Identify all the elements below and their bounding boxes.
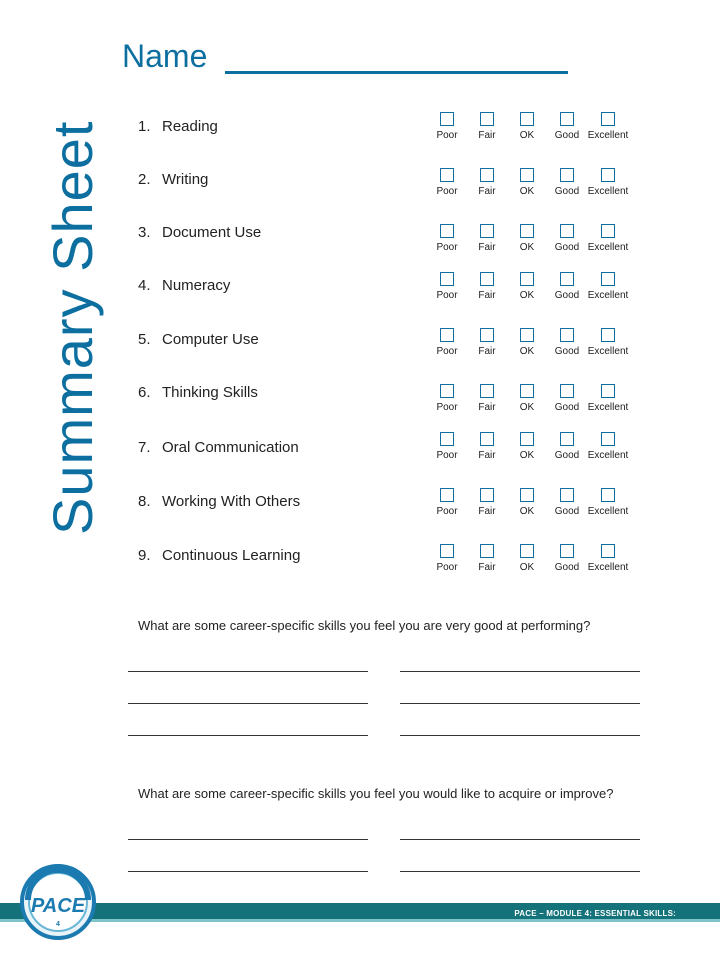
skill-row	[138, 224, 261, 241]
footer-accent-line	[0, 919, 720, 922]
rating-label: Fair	[478, 290, 496, 301]
rating-label: Good	[554, 290, 580, 301]
rating-label: Fair	[478, 562, 496, 573]
rating-label: Poor	[436, 186, 458, 197]
pace-logo-icon	[14, 862, 102, 940]
rating-checkbox[interactable]	[601, 384, 615, 398]
rating-checkbox[interactable]	[480, 544, 494, 558]
rating-label: Excellent	[587, 242, 629, 253]
answer-line[interactable]	[128, 735, 368, 736]
rating-checkbox[interactable]	[601, 432, 615, 446]
logo-module-number: 4	[56, 921, 60, 928]
rating-label: Excellent	[587, 506, 629, 517]
rating-group	[420, 112, 650, 152]
skill-row	[138, 384, 258, 401]
rating-label: Excellent	[587, 402, 629, 413]
rating-label: OK	[519, 450, 535, 461]
rating-checkbox[interactable]	[520, 168, 534, 182]
skill-row	[138, 277, 230, 294]
rating-group	[420, 544, 650, 584]
answer-line[interactable]	[400, 871, 640, 872]
page-title: Summary Sheet	[41, 120, 104, 535]
rating-checkbox[interactable]	[520, 432, 534, 446]
rating-checkbox[interactable]	[520, 488, 534, 502]
rating-group	[420, 384, 650, 424]
skill-row	[138, 171, 208, 188]
rating-label: OK	[519, 402, 535, 413]
rating-checkbox[interactable]	[520, 328, 534, 342]
skill-label: Document Use	[162, 224, 262, 241]
rating-checkbox[interactable]	[440, 168, 454, 182]
rating-option-excellent[interactable]	[581, 328, 635, 357]
rating-option-excellent[interactable]	[581, 272, 635, 301]
rating-label: Good	[554, 346, 580, 357]
rating-label: Good	[554, 450, 580, 461]
rating-label: Fair	[478, 506, 496, 517]
rating-label: Good	[554, 130, 580, 141]
rating-checkbox[interactable]	[440, 328, 454, 342]
answer-line[interactable]	[400, 735, 640, 736]
rating-checkbox[interactable]	[560, 272, 574, 286]
question-improve: What are some career-specific skills you feel you would like to acquire or improve?	[138, 786, 614, 801]
rating-label: Excellent	[587, 346, 629, 357]
skill-number: 1.	[138, 118, 151, 135]
rating-label: Good	[554, 562, 580, 573]
rating-group	[420, 432, 650, 472]
rating-label: OK	[519, 346, 535, 357]
answer-line[interactable]	[128, 671, 368, 672]
rating-label: OK	[519, 506, 535, 517]
rating-label: Poor	[436, 450, 458, 461]
rating-checkbox[interactable]	[601, 112, 615, 126]
answer-line[interactable]	[128, 703, 368, 704]
answer-line[interactable]	[400, 839, 640, 840]
skill-label: Oral Communication	[162, 439, 299, 456]
rating-checkbox[interactable]	[560, 112, 574, 126]
skill-number: 9.	[138, 547, 151, 564]
skill-number: 5.	[138, 331, 151, 348]
name-label: Name	[122, 38, 208, 74]
rating-checkbox[interactable]	[480, 488, 494, 502]
rating-label: OK	[519, 242, 535, 253]
rating-checkbox[interactable]	[601, 488, 615, 502]
rating-checkbox[interactable]	[520, 384, 534, 398]
rating-checkbox[interactable]	[520, 224, 534, 238]
rating-checkbox[interactable]	[520, 544, 534, 558]
rating-label: Poor	[436, 130, 458, 141]
rating-label: OK	[519, 130, 535, 141]
rating-option-excellent[interactable]	[581, 384, 635, 413]
rating-option-excellent[interactable]	[581, 224, 635, 253]
rating-label: OK	[519, 562, 535, 573]
rating-label: Poor	[436, 346, 458, 357]
rating-checkbox[interactable]	[601, 168, 615, 182]
rating-label: Excellent	[587, 130, 629, 141]
rating-checkbox[interactable]	[480, 384, 494, 398]
skill-number: 4.	[138, 277, 151, 294]
rating-label: Fair	[478, 186, 496, 197]
rating-checkbox[interactable]	[440, 544, 454, 558]
answer-line[interactable]	[400, 703, 640, 704]
rating-label: OK	[519, 290, 535, 301]
rating-group	[420, 272, 650, 312]
skill-number: 2.	[138, 171, 151, 188]
skill-label: Writing	[162, 171, 209, 188]
rating-checkbox[interactable]	[560, 224, 574, 238]
rating-label: Excellent	[587, 186, 629, 197]
name-field[interactable]	[225, 71, 568, 74]
rating-label: Poor	[436, 506, 458, 517]
rating-checkbox[interactable]	[440, 488, 454, 502]
rating-group	[420, 168, 650, 208]
rating-checkbox[interactable]	[560, 168, 574, 182]
skill-label: Computer Use	[162, 331, 259, 348]
rating-option-excellent[interactable]	[581, 432, 635, 461]
rating-label: Good	[554, 186, 580, 197]
rating-group	[420, 328, 650, 368]
rating-option-excellent[interactable]	[581, 112, 635, 141]
rating-checkbox[interactable]	[560, 488, 574, 502]
skill-label: Numeracy	[162, 277, 231, 294]
rating-checkbox[interactable]	[480, 328, 494, 342]
rating-label: Fair	[478, 130, 496, 141]
rating-checkbox[interactable]	[601, 272, 615, 286]
rating-label: Fair	[478, 450, 496, 461]
rating-label: Poor	[436, 562, 458, 573]
rating-checkbox[interactable]	[601, 328, 615, 342]
skill-row	[138, 439, 299, 456]
answer-line[interactable]	[128, 871, 368, 872]
skill-label: Working With Others	[162, 493, 301, 510]
rating-checkbox[interactable]	[601, 224, 615, 238]
rating-checkbox[interactable]	[601, 544, 615, 558]
skill-number: 8.	[138, 493, 151, 510]
rating-option-excellent[interactable]	[581, 168, 635, 197]
rating-label: Excellent	[587, 562, 629, 573]
skill-label: Thinking Skills	[162, 384, 258, 401]
rating-group	[420, 224, 650, 264]
rating-checkbox[interactable]	[560, 328, 574, 342]
rating-label: Poor	[436, 402, 458, 413]
rating-option-excellent[interactable]	[581, 488, 635, 517]
rating-label: OK	[519, 186, 535, 197]
skill-row	[138, 331, 259, 348]
rating-label: Poor	[436, 290, 458, 301]
rating-checkbox[interactable]	[440, 432, 454, 446]
rating-label: Fair	[478, 402, 496, 413]
skill-number: 7.	[138, 439, 151, 456]
rating-checkbox[interactable]	[480, 112, 494, 126]
rating-checkbox[interactable]	[480, 432, 494, 446]
rating-label: Excellent	[587, 450, 629, 461]
skill-row	[138, 493, 300, 510]
footer-text: PACE – MODULE 4: ESSENTIAL SKILLS:	[514, 909, 676, 918]
logo-text: PACE	[30, 895, 86, 917]
rating-group	[420, 488, 650, 528]
rating-checkbox[interactable]	[520, 112, 534, 126]
skill-number: 6.	[138, 384, 151, 401]
rating-checkbox[interactable]	[480, 168, 494, 182]
answer-line[interactable]	[400, 671, 640, 672]
question-strengths: What are some career-specific skills you feel you are very good at performing?	[138, 618, 591, 633]
rating-checkbox[interactable]	[520, 272, 534, 286]
rating-checkbox[interactable]	[440, 384, 454, 398]
rating-checkbox[interactable]	[480, 224, 494, 238]
rating-label: Good	[554, 506, 580, 517]
answer-line[interactable]	[128, 839, 368, 840]
rating-checkbox[interactable]	[560, 432, 574, 446]
rating-checkbox[interactable]	[560, 384, 574, 398]
rating-label: Good	[554, 402, 580, 413]
rating-checkbox[interactable]	[440, 112, 454, 126]
rating-checkbox[interactable]	[440, 272, 454, 286]
rating-label: Excellent	[587, 290, 629, 301]
skill-label: Reading	[162, 118, 218, 135]
rating-checkbox[interactable]	[480, 272, 494, 286]
rating-label: Fair	[478, 346, 496, 357]
rating-label: Good	[554, 242, 580, 253]
rating-checkbox[interactable]	[440, 224, 454, 238]
rating-label: Poor	[436, 242, 458, 253]
rating-option-excellent[interactable]	[581, 544, 635, 573]
rating-label: Fair	[478, 242, 496, 253]
skill-row	[138, 118, 218, 135]
skill-row	[138, 547, 300, 564]
skill-number: 3.	[138, 224, 151, 241]
skill-label: Continuous Learning	[162, 547, 301, 564]
rating-checkbox[interactable]	[560, 544, 574, 558]
